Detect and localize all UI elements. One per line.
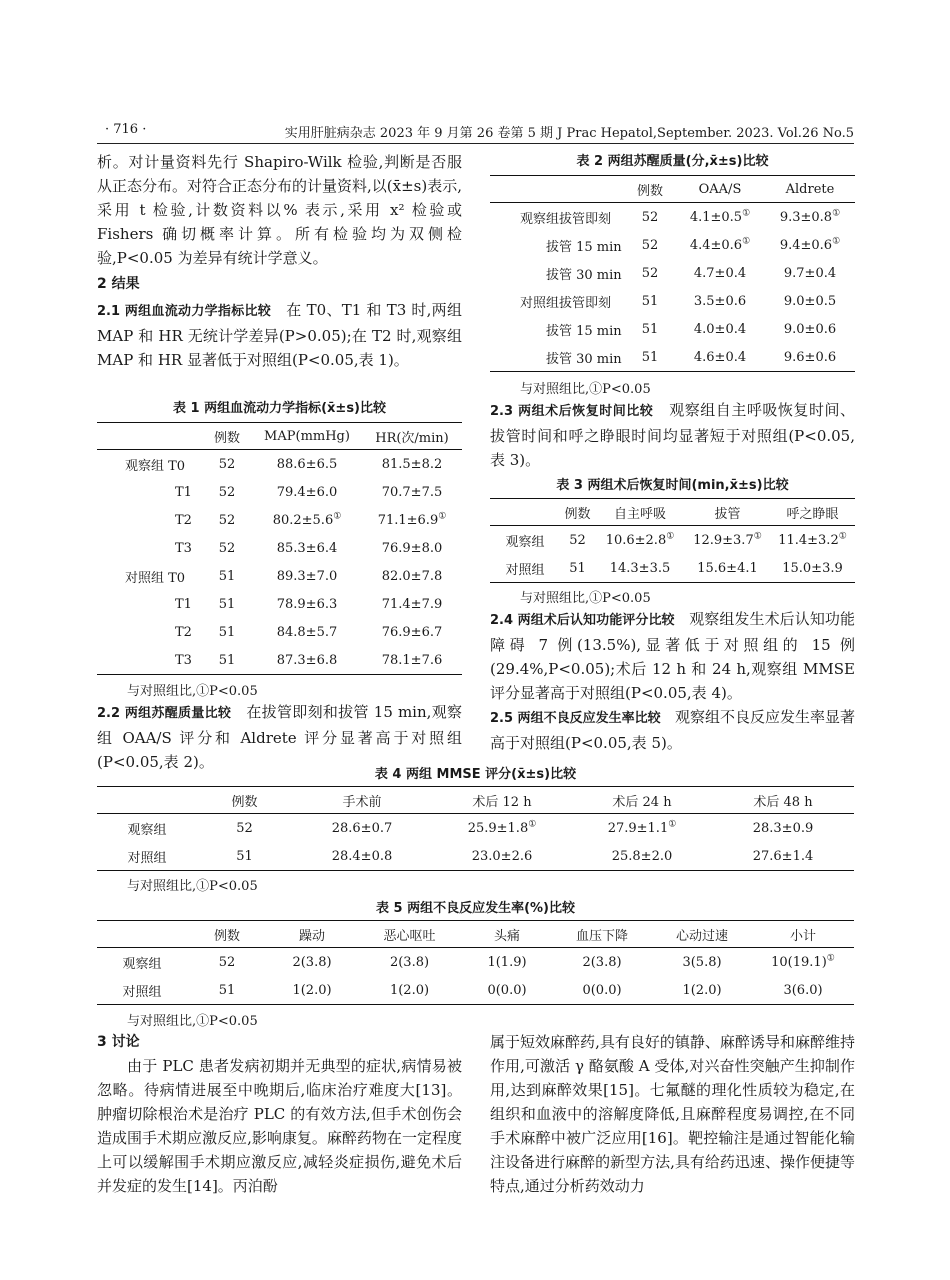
- table-cell: 87.3±6.8: [252, 646, 362, 675]
- paragraph-2-5: [490, 705, 855, 755]
- row-label: 对照组: [97, 842, 197, 871]
- table-cell: 51: [218, 568, 236, 584]
- row-label: 对照组: [490, 554, 560, 583]
- table-header-cell: 呼之睁眼: [770, 499, 855, 526]
- row-label: 观察组: [127, 822, 167, 838]
- significance-mark: ①: [333, 511, 342, 522]
- table-cell: 84.8±5.7: [276, 624, 338, 640]
- table-header-cell: 例数: [187, 921, 267, 948]
- table-header-cell: 例数: [625, 176, 675, 203]
- table-cell: 28.6±0.7: [331, 820, 393, 836]
- table-cell: 70.7±7.5: [381, 484, 443, 500]
- paragraph-2-5-text: 观察组不良反应发生率显著高于对照组(P<0.05,表 5)。: [490, 708, 855, 752]
- table-header-cell: OAA/S: [675, 176, 765, 203]
- table-row: [97, 562, 462, 590]
- table-cell: 51: [202, 646, 252, 675]
- table-header-cell: 血压下降: [552, 921, 652, 948]
- stats-paragraph: 析。对计量资料先行 Shapiro-Wilk 检验,判断是否服从正态分布。对符合正态分布的计量资料,以(x̄±s)表示,采用 t 检验,计数资料以% 表示,采用 x² 检验或 Fishers 确切概率计算。所有检验均为双侧检验,P<0.05 为差异有统计学意义。: [97, 153, 462, 267]
- table-cell: 10(19.1)①: [771, 953, 835, 970]
- table-2-note: 与对照组比,①P<0.05: [520, 382, 651, 397]
- row-label: 观察组: [505, 534, 545, 550]
- table-2: [490, 175, 855, 372]
- table-cell: 14.3±3.5: [595, 554, 685, 583]
- table-cell: 82.0±7.8: [381, 568, 443, 584]
- table-cell: 27.6±1.4: [712, 842, 854, 871]
- table-header-cell: Aldrete: [765, 176, 855, 203]
- row-label: T1: [175, 484, 192, 500]
- journal-citation: 实用肝脏病杂志 2023 年 9 月第 26 卷第 5 期 J Prac Hepatol,September. 2023. Vol.26 No.5: [284, 126, 854, 141]
- table-cell: 71.4±7.9: [381, 596, 443, 612]
- table-cell: 79.4±6.0: [276, 484, 338, 500]
- row-label: 对照组 T0: [125, 570, 186, 586]
- table-cell: 25.9±1.8①: [467, 819, 537, 836]
- table-header-cell: 自主呼吸: [595, 499, 685, 526]
- paragraph-2-1: [97, 298, 462, 372]
- row-label: T3: [175, 540, 192, 556]
- table-cell: 9.7±0.4: [783, 265, 837, 281]
- row-label: 观察组 T0: [125, 458, 186, 474]
- significance-mark: ①: [742, 236, 751, 247]
- table-header-cell: 小计: [752, 921, 854, 948]
- table-cell: 76.9±8.0: [381, 540, 443, 556]
- table-cell: 51: [641, 293, 659, 309]
- row-label: 拔管 15 min: [546, 323, 622, 339]
- table-cell: 89.3±7.0: [276, 568, 338, 584]
- table-row: [97, 478, 462, 506]
- table-header-cell: 术后 24 h: [572, 787, 712, 814]
- table-cell: 9.4±0.6①: [779, 236, 841, 253]
- paragraph-2-1-heading: 2.1 两组血流动力学指标比较: [97, 304, 272, 319]
- section-2-title: 2 结果: [97, 276, 140, 292]
- table-cell: 81.5±8.2: [381, 456, 443, 472]
- table-3: [490, 498, 855, 583]
- table-cell: 9.3±0.8①: [779, 208, 841, 225]
- row-label: 对照组拔管即刻: [520, 295, 612, 311]
- table-header-cell: 恶心呕吐: [357, 921, 462, 948]
- table-cell: 4.1±0.5①: [689, 208, 751, 225]
- table-cell: 52: [218, 484, 236, 500]
- table-cell: 71.1±6.9①: [377, 511, 447, 528]
- table-cell: 88.6±6.5: [276, 456, 338, 472]
- table-cell: 28.4±0.8: [292, 842, 432, 871]
- table-header-row: [490, 499, 855, 526]
- header-rule: [97, 143, 854, 144]
- row-label: 观察组: [122, 956, 162, 972]
- significance-mark: ①: [742, 208, 751, 219]
- table-cell: 52: [218, 456, 236, 472]
- significance-mark: ①: [666, 531, 675, 542]
- table-header-row: [97, 787, 854, 814]
- section-3-title: 3 讨论: [97, 1034, 140, 1050]
- table-cell: 80.2±5.6①: [272, 511, 342, 528]
- table-row: [97, 976, 854, 1005]
- row-label: T1: [175, 596, 192, 612]
- table-row: [97, 646, 462, 675]
- table-cell: 1(2.0): [652, 976, 752, 1005]
- row-label: T2: [175, 512, 192, 528]
- significance-mark: ①: [528, 819, 537, 830]
- table-row: [97, 590, 462, 618]
- table-header-cell: [97, 423, 202, 450]
- table-row: [490, 231, 855, 259]
- table-cell: 3(5.8): [682, 954, 722, 970]
- table-cell: 52: [641, 237, 659, 253]
- table-row: [97, 814, 854, 843]
- table-row: [97, 506, 462, 534]
- table-1-note: 与对照组比,①P<0.05: [127, 684, 258, 699]
- table-cell: 10.6±2.8①: [605, 531, 675, 548]
- table-header-cell: 头痛: [462, 921, 552, 948]
- table-cell: 1(2.0): [267, 976, 357, 1005]
- discussion-right-text: 属于短效麻醉药,具有良好的镇静、麻醉诱导和麻醉维持作用,可激活 γ 酪氨酸 A 受体,对兴奋性突触产生抑制作用,达到麻醉效果[15]。七氟醚的理化性质较为稳定,在组织和血液中的溶解度降低,且麻醉程度易调控,在不同手术麻醉中被广泛应用[16]。靶控输注是通过智能化输注设备进行麻醉的新型方法,具有给药迅速、操作便捷等特点,通过分析药效动力: [490, 1033, 855, 1195]
- table-header-row: [490, 176, 855, 203]
- table-cell: 76.9±6.7: [381, 624, 443, 640]
- table-row: [490, 554, 855, 583]
- table-cell: 15.0±3.9: [770, 554, 855, 583]
- table-cell: 51: [218, 624, 236, 640]
- table-cell: 51: [625, 343, 675, 372]
- table-cell: 52: [218, 540, 236, 556]
- table-cell: 1(1.9): [487, 954, 527, 970]
- table-header-cell: 例数: [197, 787, 292, 814]
- table-cell: 0(0.0): [462, 976, 552, 1005]
- significance-mark: ①: [438, 511, 447, 522]
- table-cell: 2(3.8): [292, 954, 332, 970]
- table-cell: 9.0±0.6: [783, 321, 837, 337]
- table-header-cell: 术后 12 h: [432, 787, 572, 814]
- table-header-cell: MAP(mmHg): [252, 423, 362, 450]
- table-4: [97, 786, 854, 871]
- paragraph-2-1-text: 在 T0、T1 和 T3 时,两组 MAP 和 HR 无统计学差异(P>0.05);在 T2 时,观察组 MAP 和 HR 显著低于对照组(P<0.05,表 1)。: [97, 301, 462, 369]
- table-cell: 52: [641, 265, 659, 281]
- table-cell: 27.9±1.1①: [607, 819, 677, 836]
- table-cell: 3.5±0.6: [693, 293, 747, 309]
- row-label: 拔管 15 min: [546, 239, 622, 255]
- table-header-cell: 拔管: [685, 499, 770, 526]
- table-cell: 51: [187, 976, 267, 1005]
- paragraph-2-5-heading: 2.5 两组不良反应发生率比较: [490, 711, 661, 726]
- table-cell: 51: [641, 321, 659, 337]
- table-4-note: 与对照组比,①P<0.05: [127, 879, 258, 894]
- table-cell: 3(6.0): [752, 976, 854, 1005]
- table-cell: 52: [641, 209, 659, 225]
- table-header-cell: [97, 787, 197, 814]
- table-cell: 4.6±0.4: [675, 343, 765, 372]
- table-header-cell: HR(次/min): [362, 423, 462, 450]
- table-header-cell: 例数: [560, 499, 595, 526]
- paragraph-2-4-text: 观察组发生术后认知功能障碍 7 例(13.5%),显著低于对照组的 15 例(29.4%,P<0.05);术后 12 h 和 24 h,观察组 MMSE 评分显著高于对照组(P<0.05,表 4)。: [490, 610, 856, 702]
- row-label: 对照组: [97, 976, 187, 1005]
- table-header-cell: [97, 921, 187, 948]
- paragraph-2-3: [490, 398, 855, 472]
- table-row: [97, 618, 462, 646]
- discussion-left-text: 由于 PLC 患者发病初期并无典型的症状,病情易被忽略。待病情进展至中晚期后,临床治疗难度大[13]。肿瘤切除根治术是治疗 PLC 的有效方法,但手术创伤会造成围手术期应激反应,影响康复。麻醉药物在一定程度上可以缓解围手术期应激反应,减轻炎症损伤,避免术后并发症的发生[14]。丙泊酚: [97, 1057, 462, 1195]
- table-row: [97, 450, 462, 479]
- paragraph-2-4: [490, 607, 855, 705]
- table-cell: 0(0.0): [552, 976, 652, 1005]
- table-row: [490, 315, 855, 343]
- table-cell: 52: [569, 532, 586, 548]
- table-cell: 85.3±6.4: [276, 540, 338, 556]
- table-5-caption: 表 5 两组不良反应发生率(%)比较: [375, 901, 575, 916]
- significance-mark: ①: [826, 953, 835, 964]
- table-header-cell: [490, 499, 560, 526]
- table-cell: 1(2.0): [357, 976, 462, 1005]
- table-cell: 78.9±6.3: [276, 596, 338, 612]
- running-header: [97, 118, 854, 140]
- paragraph-2-3-heading: 2.3 两组术后恢复时间比较: [490, 404, 654, 419]
- table-row: [97, 842, 854, 871]
- paragraph-2-3-text: 观察组自主呼吸恢复时间、拔管时间和呼之睁眼时间均显著短于对照组(P<0.05,表 3)。: [490, 401, 855, 469]
- table-cell: 52: [218, 512, 236, 528]
- table-cell: 51: [197, 842, 292, 871]
- table-header-cell: 躁动: [267, 921, 357, 948]
- table-cell: 52: [218, 954, 236, 970]
- significance-mark: ①: [832, 236, 841, 247]
- significance-mark: ①: [753, 531, 762, 542]
- table-row: [490, 203, 855, 232]
- table-cell: 4.4±0.6①: [689, 236, 751, 253]
- table-cell: 4.7±0.4: [693, 265, 747, 281]
- discussion-right: [490, 1030, 855, 1198]
- table-cell: 4.0±0.4: [693, 321, 747, 337]
- table-5: [97, 920, 854, 1005]
- table-row: [97, 948, 854, 977]
- table-header-cell: 手术前: [292, 787, 432, 814]
- table-cell: 12.9±3.7①: [693, 531, 762, 548]
- table-row: [490, 343, 855, 372]
- table-cell: 9.6±0.6: [765, 343, 855, 372]
- table-cell: 2(3.8): [389, 954, 430, 970]
- table-header-cell: [490, 176, 625, 203]
- table-cell: 51: [560, 554, 595, 583]
- table-cell: 28.3±0.9: [752, 820, 814, 836]
- table-header-row: [97, 423, 462, 450]
- left-column-top: [97, 150, 462, 372]
- table-3-note: 与对照组比,①P<0.05: [520, 591, 651, 606]
- significance-mark: ①: [832, 208, 841, 219]
- table-row: [490, 259, 855, 287]
- table-header-cell: 心动过速: [652, 921, 752, 948]
- paragraph-2-2-text: 在拔管即刻和拔管 15 min,观察组 OAA/S 评分和 Aldrete 评分显著高于对照组(P<0.05,表 2)。: [97, 703, 462, 771]
- table-row: [490, 287, 855, 315]
- row-label: 观察组拔管即刻: [520, 211, 612, 227]
- table-cell: 2(3.8): [582, 954, 622, 970]
- table-cell: 23.0±2.6: [432, 842, 572, 871]
- table-1: [97, 422, 462, 675]
- table-header-cell: 例数: [202, 423, 252, 450]
- table-3-caption: 表 3 两组术后恢复时间(min,x̄±s)比较: [556, 478, 789, 493]
- significance-mark: ①: [838, 531, 847, 542]
- table-4-caption: 表 4 两组 MMSE 评分(x̄±s)比较: [374, 767, 577, 782]
- row-label: T2: [175, 624, 192, 640]
- table-cell: 25.8±2.0: [572, 842, 712, 871]
- row-label: 拔管 30 min: [490, 343, 625, 372]
- table-2-caption: 表 2 两组苏醒质量(分,x̄±s)比较: [576, 154, 769, 169]
- table-cell: 15.6±4.1: [685, 554, 770, 583]
- table-cell: 9.0±0.5: [783, 293, 837, 309]
- row-label: T3: [97, 646, 202, 675]
- paragraph-2-2-heading: 2.2 两组苏醒质量比较: [97, 706, 232, 721]
- table-row: [490, 526, 855, 555]
- table-cell: 11.4±3.2①: [778, 531, 847, 548]
- discussion-left: [97, 1030, 462, 1198]
- row-label: 拔管 30 min: [546, 267, 622, 283]
- table-row: [97, 534, 462, 562]
- table-cell: 52: [236, 820, 253, 836]
- significance-mark: ①: [668, 819, 677, 830]
- table-cell: 78.1±7.6: [362, 646, 462, 675]
- table-header-cell: 术后 48 h: [712, 787, 854, 814]
- paragraph-2-4-heading: 2.4 两组术后认知功能评分比较: [490, 613, 675, 628]
- table-5-note: 与对照组比,①P<0.05: [127, 1014, 258, 1029]
- right-column-results: [490, 607, 855, 755]
- table-header-row: [97, 921, 854, 948]
- table-cell: 51: [218, 596, 236, 612]
- page-number: · 716 ·: [105, 122, 147, 137]
- table-1-caption: 表 1 两组血流动力学指标(x̄±s)比较: [173, 401, 386, 416]
